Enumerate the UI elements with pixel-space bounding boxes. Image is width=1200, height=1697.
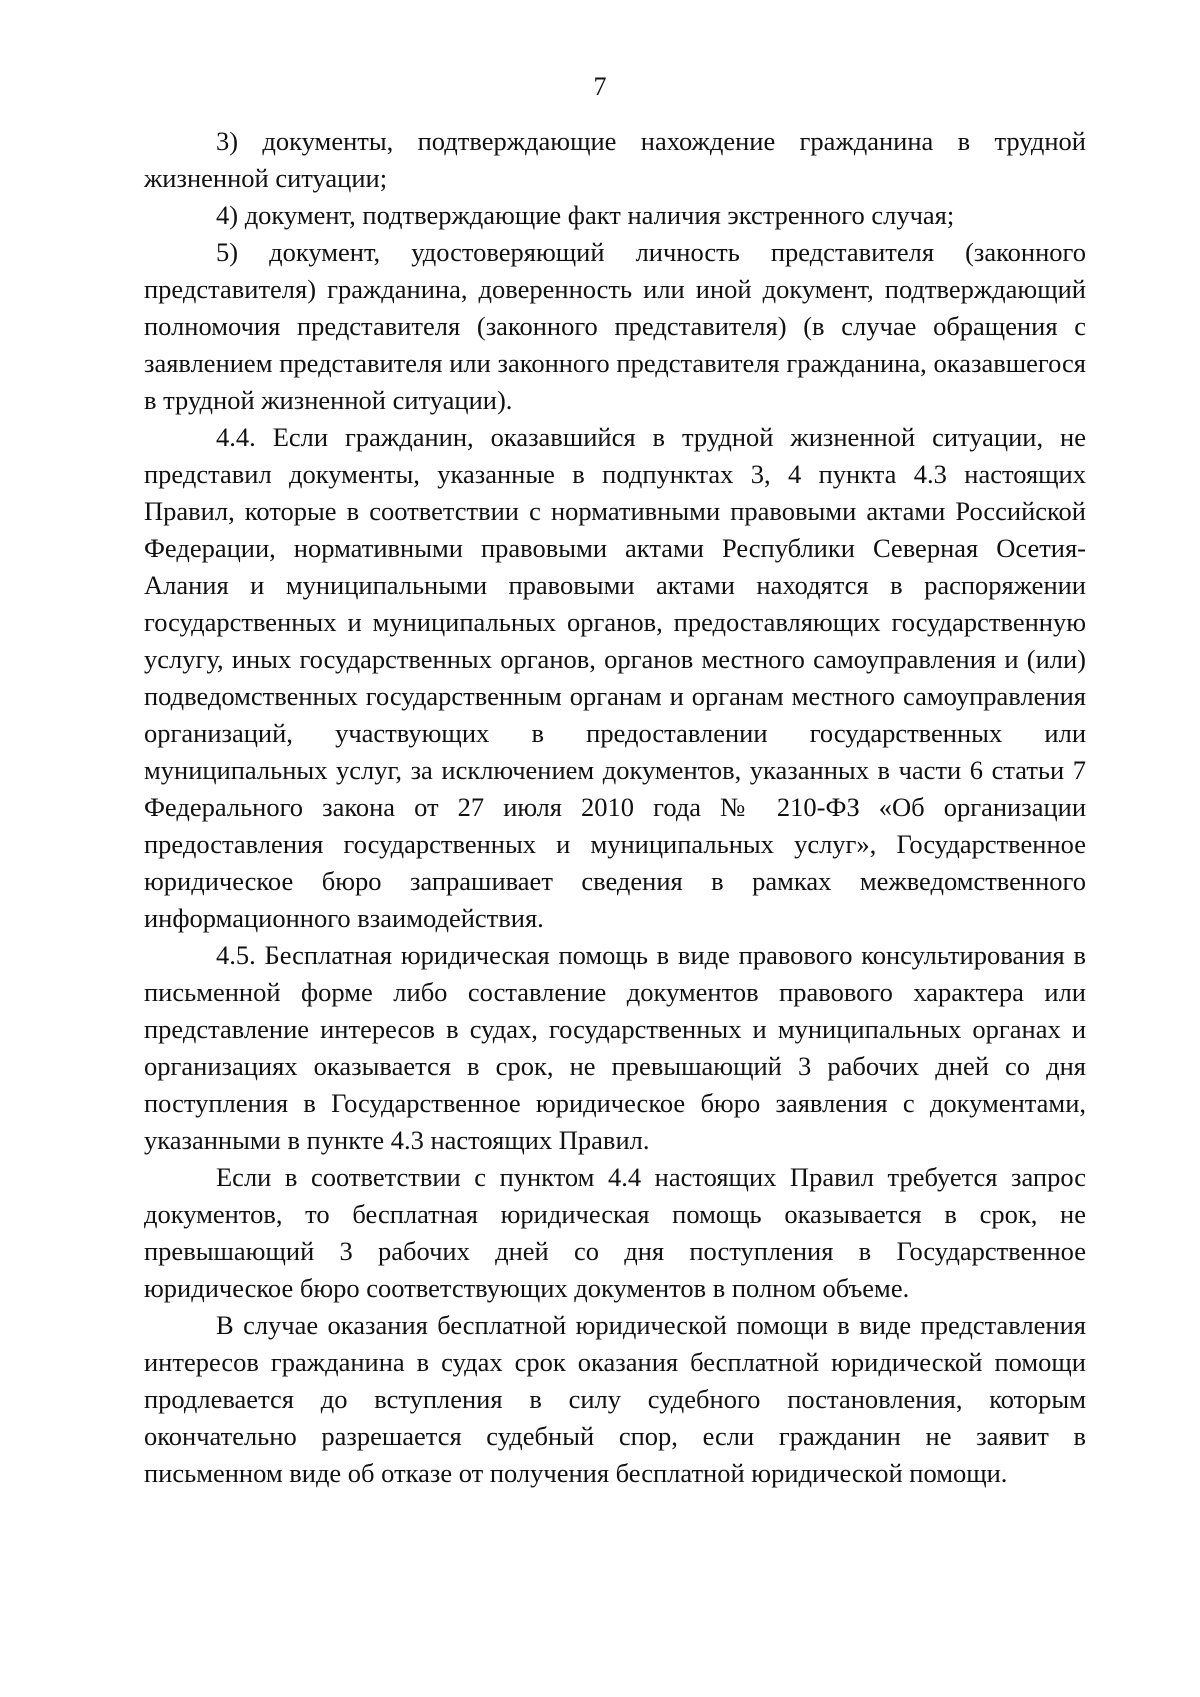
paragraph-section-4-5: 4.5. Бесплатная юридическая помощь в виде правового консультирования в письменной форме либо составление документов правового характера или представление интересов в судах, государственных и муниципальных органах и организациях оказывается в срок, не превышающий 3 рабочих дней со дня поступления в Государственное юридическое бюро заявления с документами, указанными в пункте 4.3 настоящих Правил. — [144, 940, 1086, 1155]
paragraph-court-representation: В случае оказания бесплатной юридической помощи в виде представления интересов гражданина в судах срок оказания бесплатной юридической помощи продлевается до вступления в силу судебного постановления, которым окончательно разрешается судебный спор, если гражданин не заявит в письменном виде об отказе от получения бесплатной юридической помощи. — [144, 1310, 1086, 1488]
page-number: 7 — [593, 72, 607, 101]
paragraph-item-3: 3) документы, подтверждающие нахождение гражданина в трудной жизненной ситуации; — [144, 126, 1086, 193]
paragraph-request-documents: Если в соответствии с пунктом 4.4 настоящих Правил требуется запрос документов, то бесплатная юридическая помощь оказывается в срок, не превышающий 3 рабочих дней со дня поступления в Государственное юридическое бюро соответствующих документов в полном объеме. — [144, 1162, 1086, 1303]
document-body — [144, 123, 1086, 1492]
paragraph-section-4-4: 4.4. Если гражданин, оказавшийся в трудной жизненной ситуации, не представил документы, указанные в подпунктах 3, 4 пункта 4.3 настоящих Правил, которые в соответствии с нормативными правовыми актами Российской Федерации, нормативными правовыми актами Республики Северная Осетия-Алания и муниципальными правовыми актами находятся в распоряжении государственных и муниципальных органов, предоставляющих государственную услугу, иных государственных органов, органов местного самоуправления и (или) подведомственных государственным органам и органам местного самоуправления организаций, участвующих в предоставлении государственных или муниципальных услуг, за исключением документов, указанных в части 6 статьи 7 Федерального закона от 27 июля 2010 года № 210-ФЗ «Об организации предоставления государственных и муниципальных услуг», Государственное юридическое бюро запрашивает сведения в рамках межведомственного информационного взаимодействия. — [144, 422, 1086, 933]
paragraph-item-4: 4) документ, подтверждающие факт наличия экстренного случая; — [216, 200, 955, 230]
paragraph-item-5: 5) документ, удостоверяющий личность представителя (законного представителя) гражданина, доверенность или иной документ, подтверждающий полномочия представителя (законного представителя) (в случае обращения с заявлением представителя или законного представителя гражданина, оказавшегося в трудной жизненной ситуации). — [144, 237, 1086, 415]
